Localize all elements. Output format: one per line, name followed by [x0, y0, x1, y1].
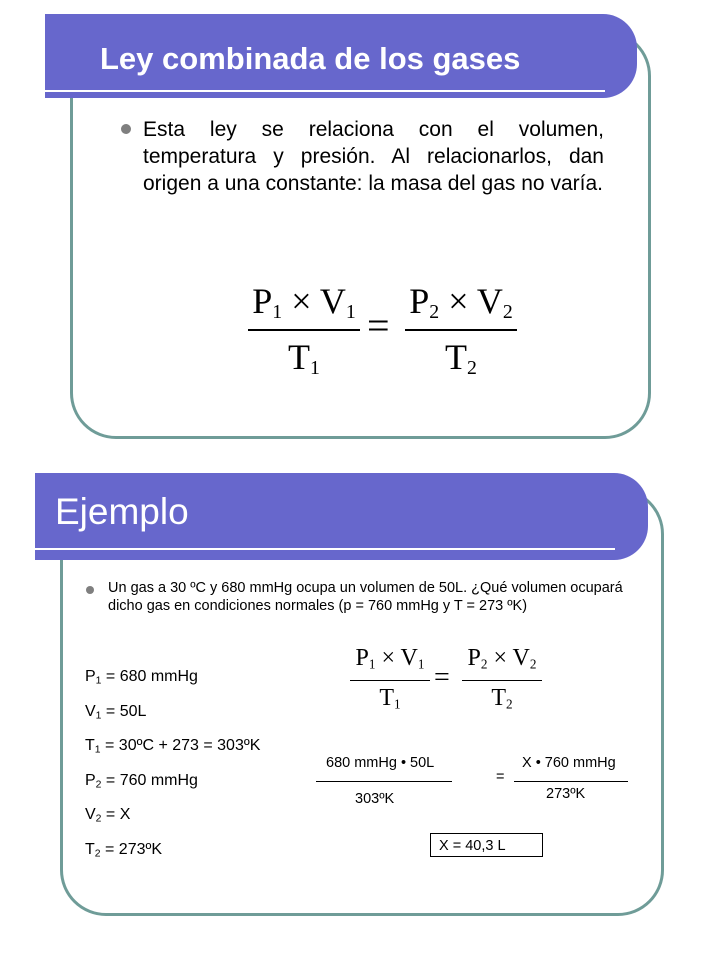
variable-row: $P_2 = 760$ mmHg	[85, 771, 198, 791]
variable-row: $V_2 = X$	[85, 806, 131, 825]
formula-left-denominator: $T_1$	[379, 685, 401, 712]
formula-right-denominator: $T_2$	[491, 685, 513, 712]
bullet-text: Esta ley se relaciona con el volumen, temperatura y presión. Al relacionarlos, dan origen a una constante: la masa del gas no varía.	[143, 118, 604, 195]
fraction-bar	[462, 680, 542, 681]
result-box: X = 40,3 L	[430, 833, 543, 857]
calc-left-denominator: 303ºK	[355, 791, 395, 807]
formula-right-fraction	[462, 645, 542, 725]
formula-right-numerator: $P_2 \times V_2$	[467, 645, 537, 672]
fraction-bar	[350, 680, 430, 681]
title-underline	[45, 90, 605, 92]
fraction-bar	[405, 329, 517, 331]
formula-left-fraction	[248, 280, 360, 390]
variable-row: $T_2$ = 273ºK	[85, 840, 163, 860]
fraction-bar	[248, 329, 360, 331]
equals-sign: =	[367, 303, 390, 348]
formula-left-denominator: $T_1$	[288, 337, 320, 379]
formula-right-denominator: $T_2$	[445, 337, 477, 379]
formula-right-fraction	[405, 280, 517, 390]
variable-row: $V_1 = 50L$	[85, 702, 147, 722]
title-banner	[35, 473, 648, 560]
fraction-bar	[316, 781, 452, 782]
bullet-icon	[86, 586, 94, 594]
slide-title: Ley combinada de los gases	[100, 41, 521, 76]
combined-gas-law-formula	[350, 645, 550, 725]
fraction-bar	[514, 781, 628, 782]
formula-left-fraction	[350, 645, 430, 725]
calc-right-numerator: X • 760 mmHg	[522, 755, 616, 771]
equals-sign: =	[434, 662, 450, 693]
calc-right-denominator: 273ºK	[546, 786, 586, 802]
title-underline	[35, 548, 615, 550]
variables-list	[85, 668, 260, 875]
calc-left-numerator: 680 mmHg • 50L	[326, 755, 435, 771]
title-banner	[45, 14, 637, 98]
combined-gas-law-formula	[245, 280, 525, 390]
formula-right-numerator: $P_2 \times V_2$	[409, 281, 513, 323]
slide-title: Ejemplo	[55, 491, 189, 532]
equals-sign: =	[496, 769, 505, 785]
variable-row: $T_1$ = 30ºC + 273 = 303ºK	[85, 737, 261, 756]
formula-left-numerator: $P_1 \times V_1$	[252, 281, 356, 323]
bullet-icon	[121, 124, 131, 134]
formula-left-numerator: $P_1 \times V_1$	[355, 645, 425, 672]
variable-row: $P_1 = 680$ mmHg	[85, 668, 198, 687]
bullet-text: Un gas a 30 ºC y 680 mmHg ocupa un volumen de 50L. ¿Qué volumen ocupará dicho gas en condiciones normales (p = 760 mmHg y T = 273 ºK)	[108, 580, 623, 614]
